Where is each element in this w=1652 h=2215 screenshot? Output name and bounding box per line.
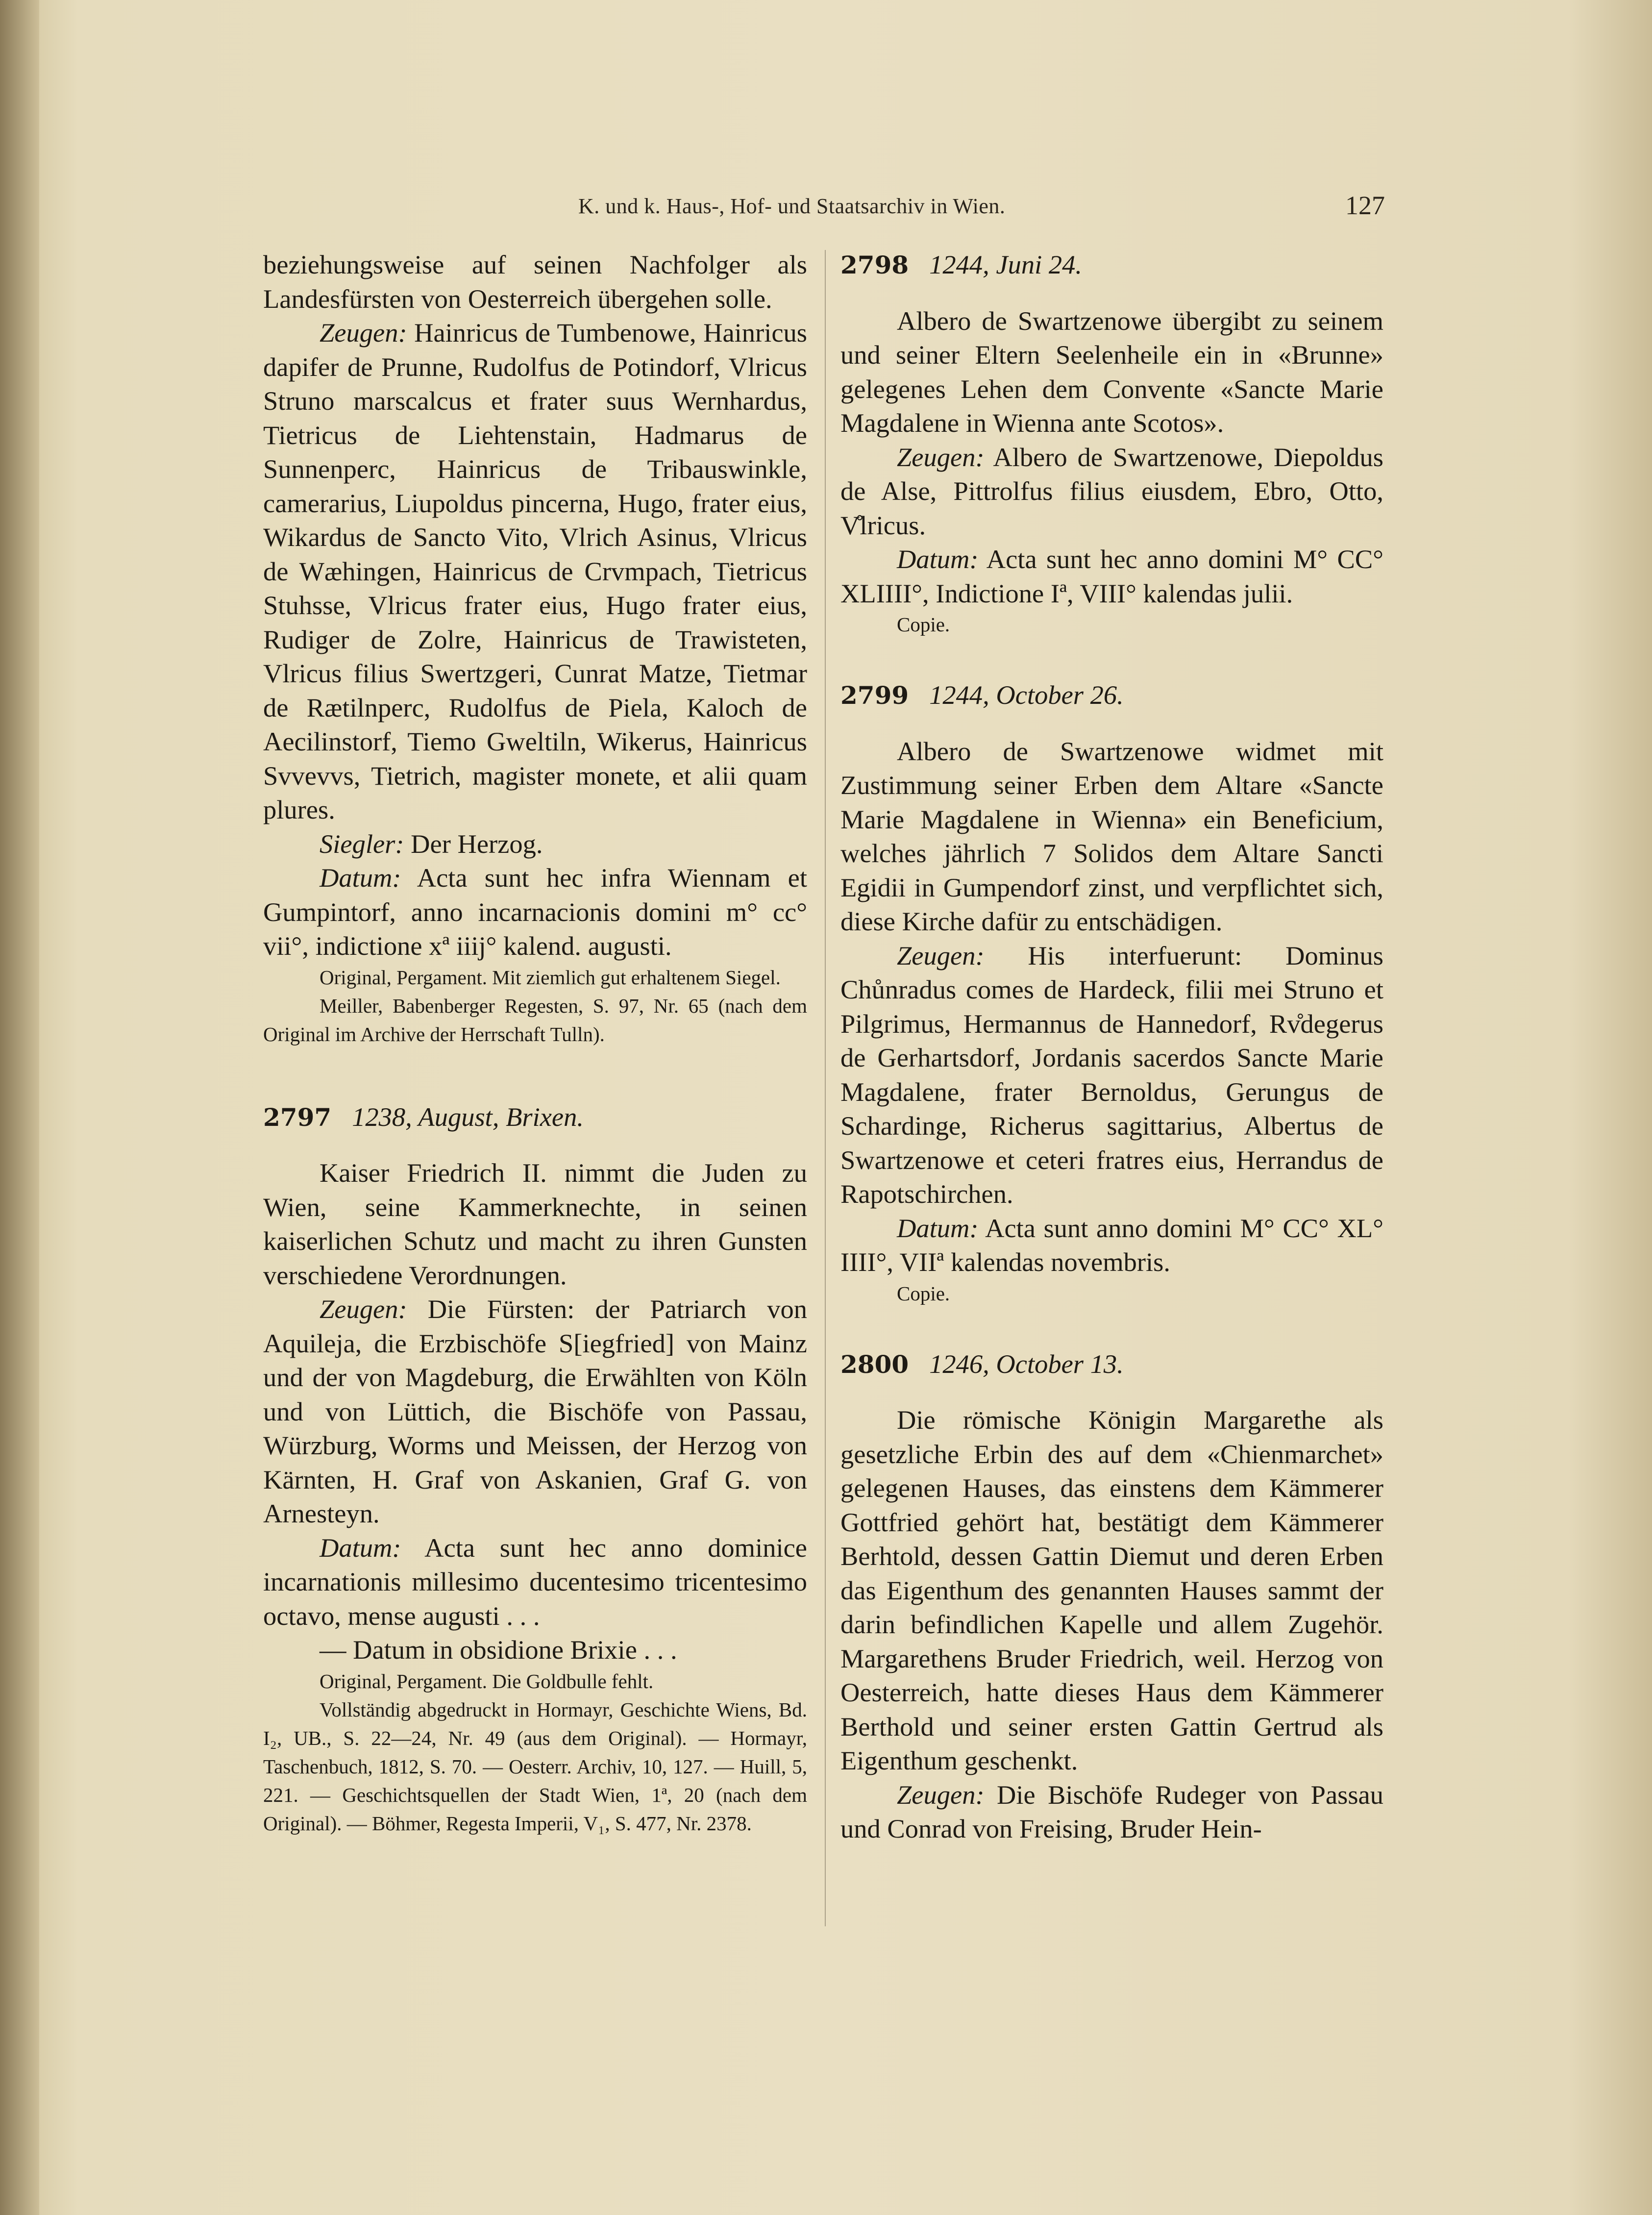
entry-heading-2797 [263, 1100, 807, 1135]
source-note: Vollständig abgedruckt in Hormayr, Geschichte Wiens, Bd. I₂, UB., S. 22—24, Nr. 49 (aus dem Original). — Hormayr, Taschenbuch, 1812, S. 70. — Oesterr. Archiv, 10, 127. — Huill, 5, 221. — Geschichtsquellen der Stadt Wien, 1ª, 20 (nach dem Original). — Böhmer, Regesta Imperii, V₁, S. 477, Nr. 2378. [263, 1698, 807, 1835]
zeugen-text: His interfuerunt: Dominus Chůnradus comes de Hardeck, filii mei Struno et Pilgrimus, Hermannus de Hannedorf, Rv̊degerus de Gerhartsdorf, Jordanis sacerdos Sancte Marie Magdalene, frater Bernoldus, Gerungus de Schardinge, Richerus sagittarius, Albertus de Swartzenowe et ceteri fratres eius, Herrandus de Rapotschirchen. [840, 940, 1383, 1209]
source-note: Original, Pergament. Die Goldbulle fehlt. [320, 1669, 654, 1692]
page-binding-shadow [0, 0, 39, 2215]
source-note: Copie. [897, 1282, 950, 1305]
left-column [263, 248, 807, 1838]
datum-continuation: — Datum in obsidione Brixie . . . [320, 1635, 677, 1665]
zeugen-paragraph [263, 1292, 807, 1531]
siegler-paragraph [263, 827, 807, 861]
entry-summary: Kaiser Friedrich II. nimmt die Juden zu Wien, seine Kammerknechte, in seinen kaiserlichen Schutz und macht zu ihren Gunsten verschiedene Verordnungen. [263, 1158, 807, 1290]
datum-paragraph [263, 1531, 807, 1633]
entry-number: 2797 [263, 1102, 332, 1132]
entry-number: 2800 [840, 1349, 909, 1379]
entry-date: 1246, October 13. [929, 1348, 1124, 1379]
zeugen-label: Zeugen: [897, 940, 985, 971]
right-column [840, 248, 1383, 1846]
source-note: Original, Pergament. Mit ziemlich gut erhaltenem Siegel. [320, 966, 781, 989]
datum-text: Acta sunt hec anno domini M° CC° XLIIII°, Indictione Iª, VIII° kalendas julii. [840, 544, 1383, 608]
entry-summary: Albero de Swartzenowe übergibt zu seinem und seiner Eltern Seelenheile ein in «Brunne» gelegenes Lehen dem Convente «Sancte Marie Magdalene in Wienna ante Scotos». [840, 305, 1383, 438]
zeugen-text: Die Fürsten: der Patriarch von Aquileja, die Erzbischöfe S[iegfried] von Mainz und der von Magdeburg, die Erwählten von Köln und von Lüttich, die Bischöfe von Passau, Würzburg, Worms und Meissen, der Herzog von Kärnten, H. Graf von Askanien, Graf G. von Arnesteyn. [263, 1294, 807, 1528]
entry-heading-2799 [840, 678, 1383, 713]
continued-text: beziehungsweise auf seinen Nachfolger als Landesfürsten von Oesterreich übergehen solle. [263, 249, 807, 314]
zeugen-label: Zeugen: [897, 442, 985, 472]
entry-summary: Albero de Swartzenowe widmet mit Zustimmung seiner Erben dem Altare «Sancte Marie Magdalene in Wienna» ein Beneficium, welches jährlich 7 Solidos dem Altare Sancti Egidii in Gumpendorf zinst, und verpflichtet sich, diese Kirche dafür zu entschädigen. [840, 736, 1383, 936]
datum-paragraph [263, 861, 807, 963]
entry-heading-2800 [840, 1347, 1383, 1382]
zeugen-label: Zeugen: [897, 1779, 985, 1810]
running-header: K. und k. Haus-, Hof- und Staatsarchiv in Wien. [578, 194, 1006, 218]
siegler-text: Der Herzog. [404, 828, 543, 859]
datum-text: Acta sunt hec anno dominice incarnationis millesimo ducentesimo tricentesimo octavo, mense augusti . . . [263, 1532, 807, 1631]
zeugen-paragraph [840, 1778, 1383, 1846]
zeugen-text: Die Bischöfe Rudeger von Passau und Conrad von Freising, Bruder Hein- [840, 1779, 1383, 1843]
entry-heading-2798 [840, 248, 1383, 282]
zeugen-paragraph [263, 316, 807, 827]
zeugen-text: Hainricus de Tumbenowe, Hainricus dapifer de Prunne, Rudolfus de Potindorf, Vlricus Struno marscalcus et frater suus Wernhardus, Tietricus de Liehtenstain, Hadmarus de Sunnenperc, Hainricus de Tribauswinkle, camerarius, Liupoldus pincerna, Hugo, frater eius, Wikardus de Sancto Vito, Vlrich Asinus, Vlricus de Wæhingen, Hainricus de Crvmpach, Tietricus Stuhsse, Vlricus frater eius, Hugo frater eius, Rudiger de Zolre, Hainricus de Trawisteten, Vlricus filius Swertzgeri, Cunrat Matze, Tietmar de Rætilnperc, Rudolfus de Piela, Kaloch de Aecilinstorf, Tiemo Gweltiln, Wikerus, Hainricus Svvevvs, Tietrich, magister monete, et alii quam plures. [263, 318, 807, 824]
entry-summary: Die römische Königin Margarethe als gesetzliche Erbin des auf dem «Chienmarchet» gelegenen Hauses, das einstens dem Kämmerer Gottfried gehört hat, bestätigt dem Kämmerer Berhtold, dessen Gattin Diemut und deren Erben das Eigenthum des genannten Hauses sammt der darin befindlichen Kapelle und allem Zugehör. Margarethens Bruder Friedrich, weil. Herzog von Oesterreich, hatte dieses Haus dem Kämmerer Berthold und seiner ersten Gattin Gertrud als Eigenthum geschenkt. [840, 1405, 1383, 1775]
entry-date: 1244, October 26. [929, 680, 1124, 710]
zeugen-label: Zeugen: [320, 1294, 407, 1324]
zeugen-paragraph [840, 440, 1383, 543]
entry-number: 2798 [840, 250, 909, 279]
zeugen-text: Albero de Swartzenowe, Diepoldus de Alse, Pittrolfus filius eiusdem, Ebro, Otto, V̊lricus. [840, 442, 1383, 540]
datum-paragraph [840, 1211, 1383, 1279]
datum-text: Acta sunt hec infra Wiennam et Gumpintorf, anno incarnacionis domini m° cc° vii°, indictione xª iiij° kalend. augusti. [263, 863, 807, 961]
zeugen-label: Zeugen: [320, 318, 407, 348]
datum-label: Datum: [897, 1213, 979, 1243]
siegler-label: Siegler: [320, 828, 404, 859]
column-divider [825, 250, 826, 1926]
source-note: Copie. [897, 613, 950, 636]
page-number: 127 [1345, 191, 1385, 220]
datum-label: Datum: [320, 1532, 401, 1563]
datum-paragraph [840, 542, 1383, 610]
datum-label: Datum: [320, 863, 401, 893]
entry-date: 1244, Juni 24. [929, 249, 1083, 279]
zeugen-paragraph [840, 939, 1383, 1211]
source-note: Meiller, Babenberger Regesten, S. 97, Nr. 65 (nach dem Original im Archive der Herrschaft Tulln). [263, 994, 807, 1045]
entry-number: 2799 [840, 681, 909, 710]
datum-label: Datum: [897, 544, 979, 574]
entry-date: 1238, August, Brixen. [352, 1101, 584, 1132]
datum-text: Acta sunt anno domini M° CC° XL° IIII°, VIIª kalendas novembris. [840, 1213, 1383, 1277]
